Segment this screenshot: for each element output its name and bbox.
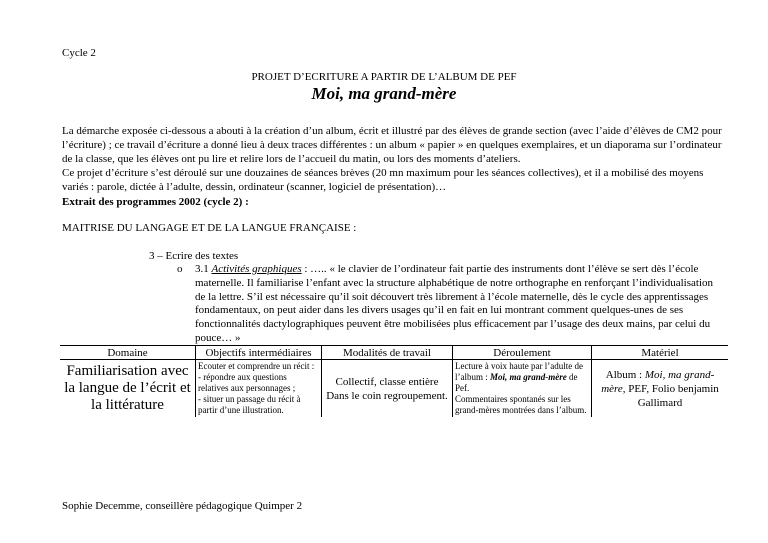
table-header-row (60, 346, 728, 360)
cell-domaine: Familiarisation avec la langue de l’écrit et la littérature (64, 363, 191, 413)
header-deroulement: Déroulement (453, 346, 592, 360)
activity-quote (195, 263, 715, 346)
subsection-heading: 3 – Ecrire des textes (149, 250, 239, 262)
item-text: « le clavier de l’ordinateur fait partie des instruments dont l’élève se sert dès l’école maternelle. Il familiarise l’enfant avec la structure alphabétique de notre orthographe en renforçant l’individualisation de la lettre. S’il est nécessaire qu’il soit découvert très librement à l’école maternelle, dès le cycle des apprentissages fondamentaux, on peut aider dans les divers usages qu’il en fait en lui montrant comment quelques-unes de ses fonctionnalités dactylographiques peuvent être mobilisées plus efficacement par l’usage des deux mains, par celui du pouce… » (195, 263, 714, 344)
item-title: Activités graphiques (211, 263, 302, 275)
materiel-prefix: Album : (605, 368, 645, 381)
deroulement-comments: Commentaires spontanés sur les grand-mères montrées dans l’album. (455, 394, 587, 415)
cycle-label: Cycle 2 (62, 47, 96, 59)
item-number: 3.1 (195, 263, 209, 275)
cell-materiel (592, 360, 729, 418)
materiel-title: Moi, ma grand-mère (601, 368, 715, 395)
intro-paragraph-1: La démarche exposée ci-dessous a abouti à la création d’un album, écrit et illustré par des élèves de grande section (avec l’aide d’élèves de CM2 pour l’écriture) ; ce travail d’écriture a donné lieu à deux traces différentes : un album « papier » en quelques exemplaires, et un diaporama sur l’ordinateur de la classe, que les élèves ont pu lire et relire lors de l’accueil du matin, ou lors des moments d’ateliers. (62, 125, 722, 165)
deroulement-reading (455, 361, 589, 394)
cell-deroulement (453, 360, 592, 418)
table-row (60, 360, 728, 418)
item-separator: : ….. (301, 263, 327, 275)
deroulement-text: Lecture à voix haute par l’adulte de l’album : (455, 361, 583, 382)
modalite-line: Dans le coin regroupement. (326, 389, 448, 402)
intro-paragraph-2: Ce projet d’écriture s’est déroulé sur une douzaines de séances brèves (20 mn maximum pour les séances collectives), et il a mobilisé des moyens variés : parole, dictée à l’adulte, dessin, ordinateur (scanner, logiciel de présentation)… (62, 167, 704, 193)
objectif-line: - répondre aux questions relatives aux personnages ; (198, 372, 296, 393)
header-materiel: Matériel (592, 346, 729, 360)
materiel-suffix: , PEF, Folio benjamin Gallimard (622, 382, 719, 409)
header-objectifs: Objectifs intermédiaires (196, 346, 322, 360)
album-title: Moi, ma grand-mère (490, 372, 567, 382)
objectif-line: - situer un passage du récit à partir d’une illustration. (198, 394, 301, 415)
deroulement-author: de Pef. (455, 372, 578, 393)
header-domaine: Domaine (60, 346, 196, 360)
objectif-line: Ecouter et comprendre un récit : (198, 361, 315, 371)
section-heading: MAITRISE DU LANGAGE ET DE LA LANGUE FRANÇAISE : (62, 222, 357, 234)
cell-modalites (322, 360, 453, 418)
page-title: Moi, ma grand-mère (311, 84, 457, 103)
project-heading: PROJET D’ECRITURE A PARTIR DE L’ALBUM DE PEF (251, 71, 517, 83)
intro-text (62, 124, 722, 194)
header-modalites: Modalités de travail (322, 346, 453, 360)
objectives-table (60, 345, 728, 417)
modalite-line: Collectif, classe entière (335, 375, 439, 388)
footer-author: Sophie Decemme, conseillère pédagogique Quimper 2 (62, 500, 303, 512)
bullet-icon: o (177, 263, 183, 275)
programmes-heading: Extrait des programmes 2002 (cycle 2) : (62, 196, 249, 208)
cell-objectifs (196, 360, 322, 418)
